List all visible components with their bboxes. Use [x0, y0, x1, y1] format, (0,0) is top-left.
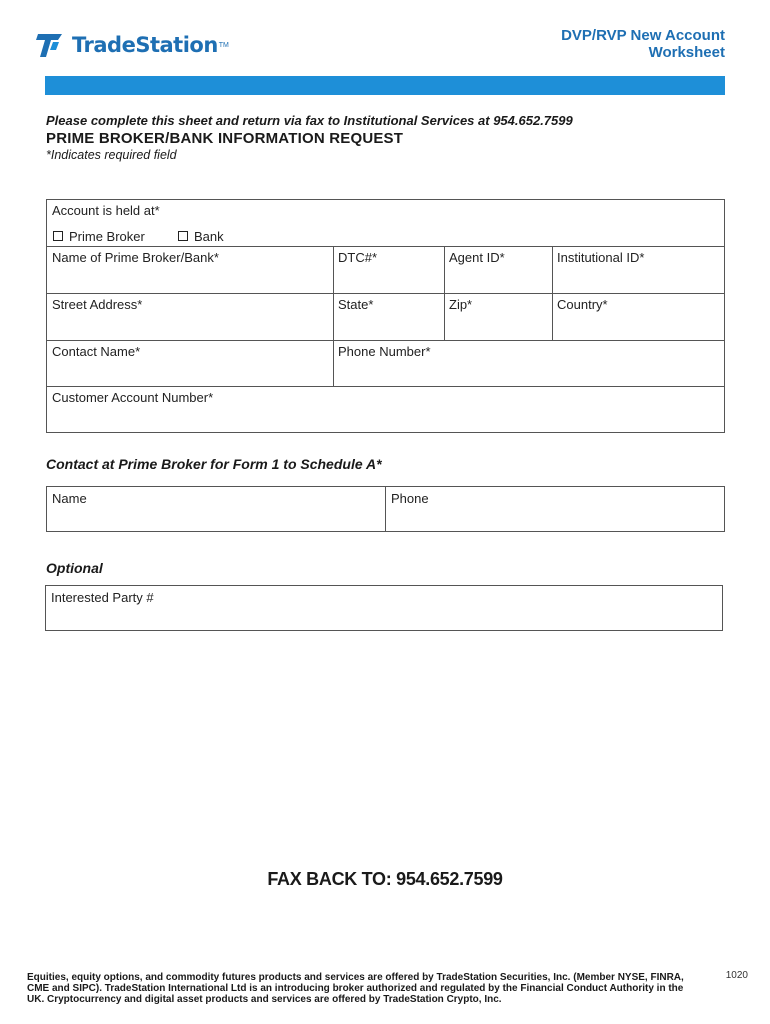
- contact-phone-field[interactable]: [385, 486, 725, 532]
- logo-wordmark: TradeStation: [72, 33, 218, 57]
- broker-name-label: Name of Prime Broker/Bank*: [52, 250, 219, 265]
- document-title-line2: Worksheet: [648, 44, 725, 61]
- customer-account-label: Customer Account Number*: [52, 390, 214, 405]
- contact-section-heading: Contact at Prime Broker for Form 1 to Schedule A*: [46, 456, 382, 472]
- logo-trademark: TM: [218, 41, 229, 49]
- bank-option-label: Bank: [194, 229, 224, 244]
- contact-name-label: Name: [52, 491, 87, 506]
- contact-phone-label: Phone: [391, 491, 429, 506]
- account-held-label: Account is held at*: [52, 203, 160, 218]
- street-address-label: Street Address*: [52, 297, 143, 312]
- form-code: 1020: [725, 970, 748, 981]
- prime-broker-checkbox[interactable]: [53, 231, 63, 241]
- phone-number-label: Phone Number*: [338, 344, 431, 359]
- prime-broker-option-label: Prime Broker: [69, 229, 145, 244]
- bank-checkbox[interactable]: [178, 231, 188, 241]
- interested-party-label: Interested Party #: [51, 590, 154, 605]
- institutional-id-label: Institutional ID*: [557, 250, 645, 265]
- dtc-label: DTC#*: [338, 250, 378, 265]
- tradestation-logo-icon: [36, 30, 66, 60]
- country-label: Country*: [557, 297, 608, 312]
- document-title-line1: DVP/RVP New Account: [561, 27, 725, 44]
- contact-form: [46, 486, 725, 532]
- tradestation-logo: [36, 30, 229, 60]
- section-heading: PRIME BROKER/BANK INFORMATION REQUEST: [46, 130, 404, 147]
- prime-broker-form: [46, 199, 725, 433]
- fax-instruction: Please complete this sheet and return via fax to Institutional Services at 954.652.7599: [46, 113, 573, 128]
- optional-section-heading: Optional: [46, 560, 103, 576]
- fax-back-number: FAX BACK TO: 954.652.7599: [267, 869, 503, 889]
- zip-label: Zip*: [449, 297, 473, 312]
- required-field-note: *Indicates required field: [46, 148, 177, 162]
- agent-id-label: Agent ID*: [449, 250, 505, 265]
- state-label: State*: [338, 297, 374, 312]
- interested-party-field[interactable]: [45, 585, 723, 631]
- contact-name-label: Contact Name*: [52, 344, 141, 359]
- footer-disclaimer: Equities, equity options, and commodity futures products and services are offered by TradeStation Securities, Inc. (Member NYSE, FINRA, CME and SIPC). TradeStation International Ltd is an introducing broker authorized and regulated by the Financial Conduct Authority in the UK. Cryptocurrency and digital asset products and services are offered by TradeStation Crypto, Inc.: [27, 972, 684, 1005]
- header-accent-bar: [45, 76, 725, 95]
- document-title: [561, 27, 725, 61]
